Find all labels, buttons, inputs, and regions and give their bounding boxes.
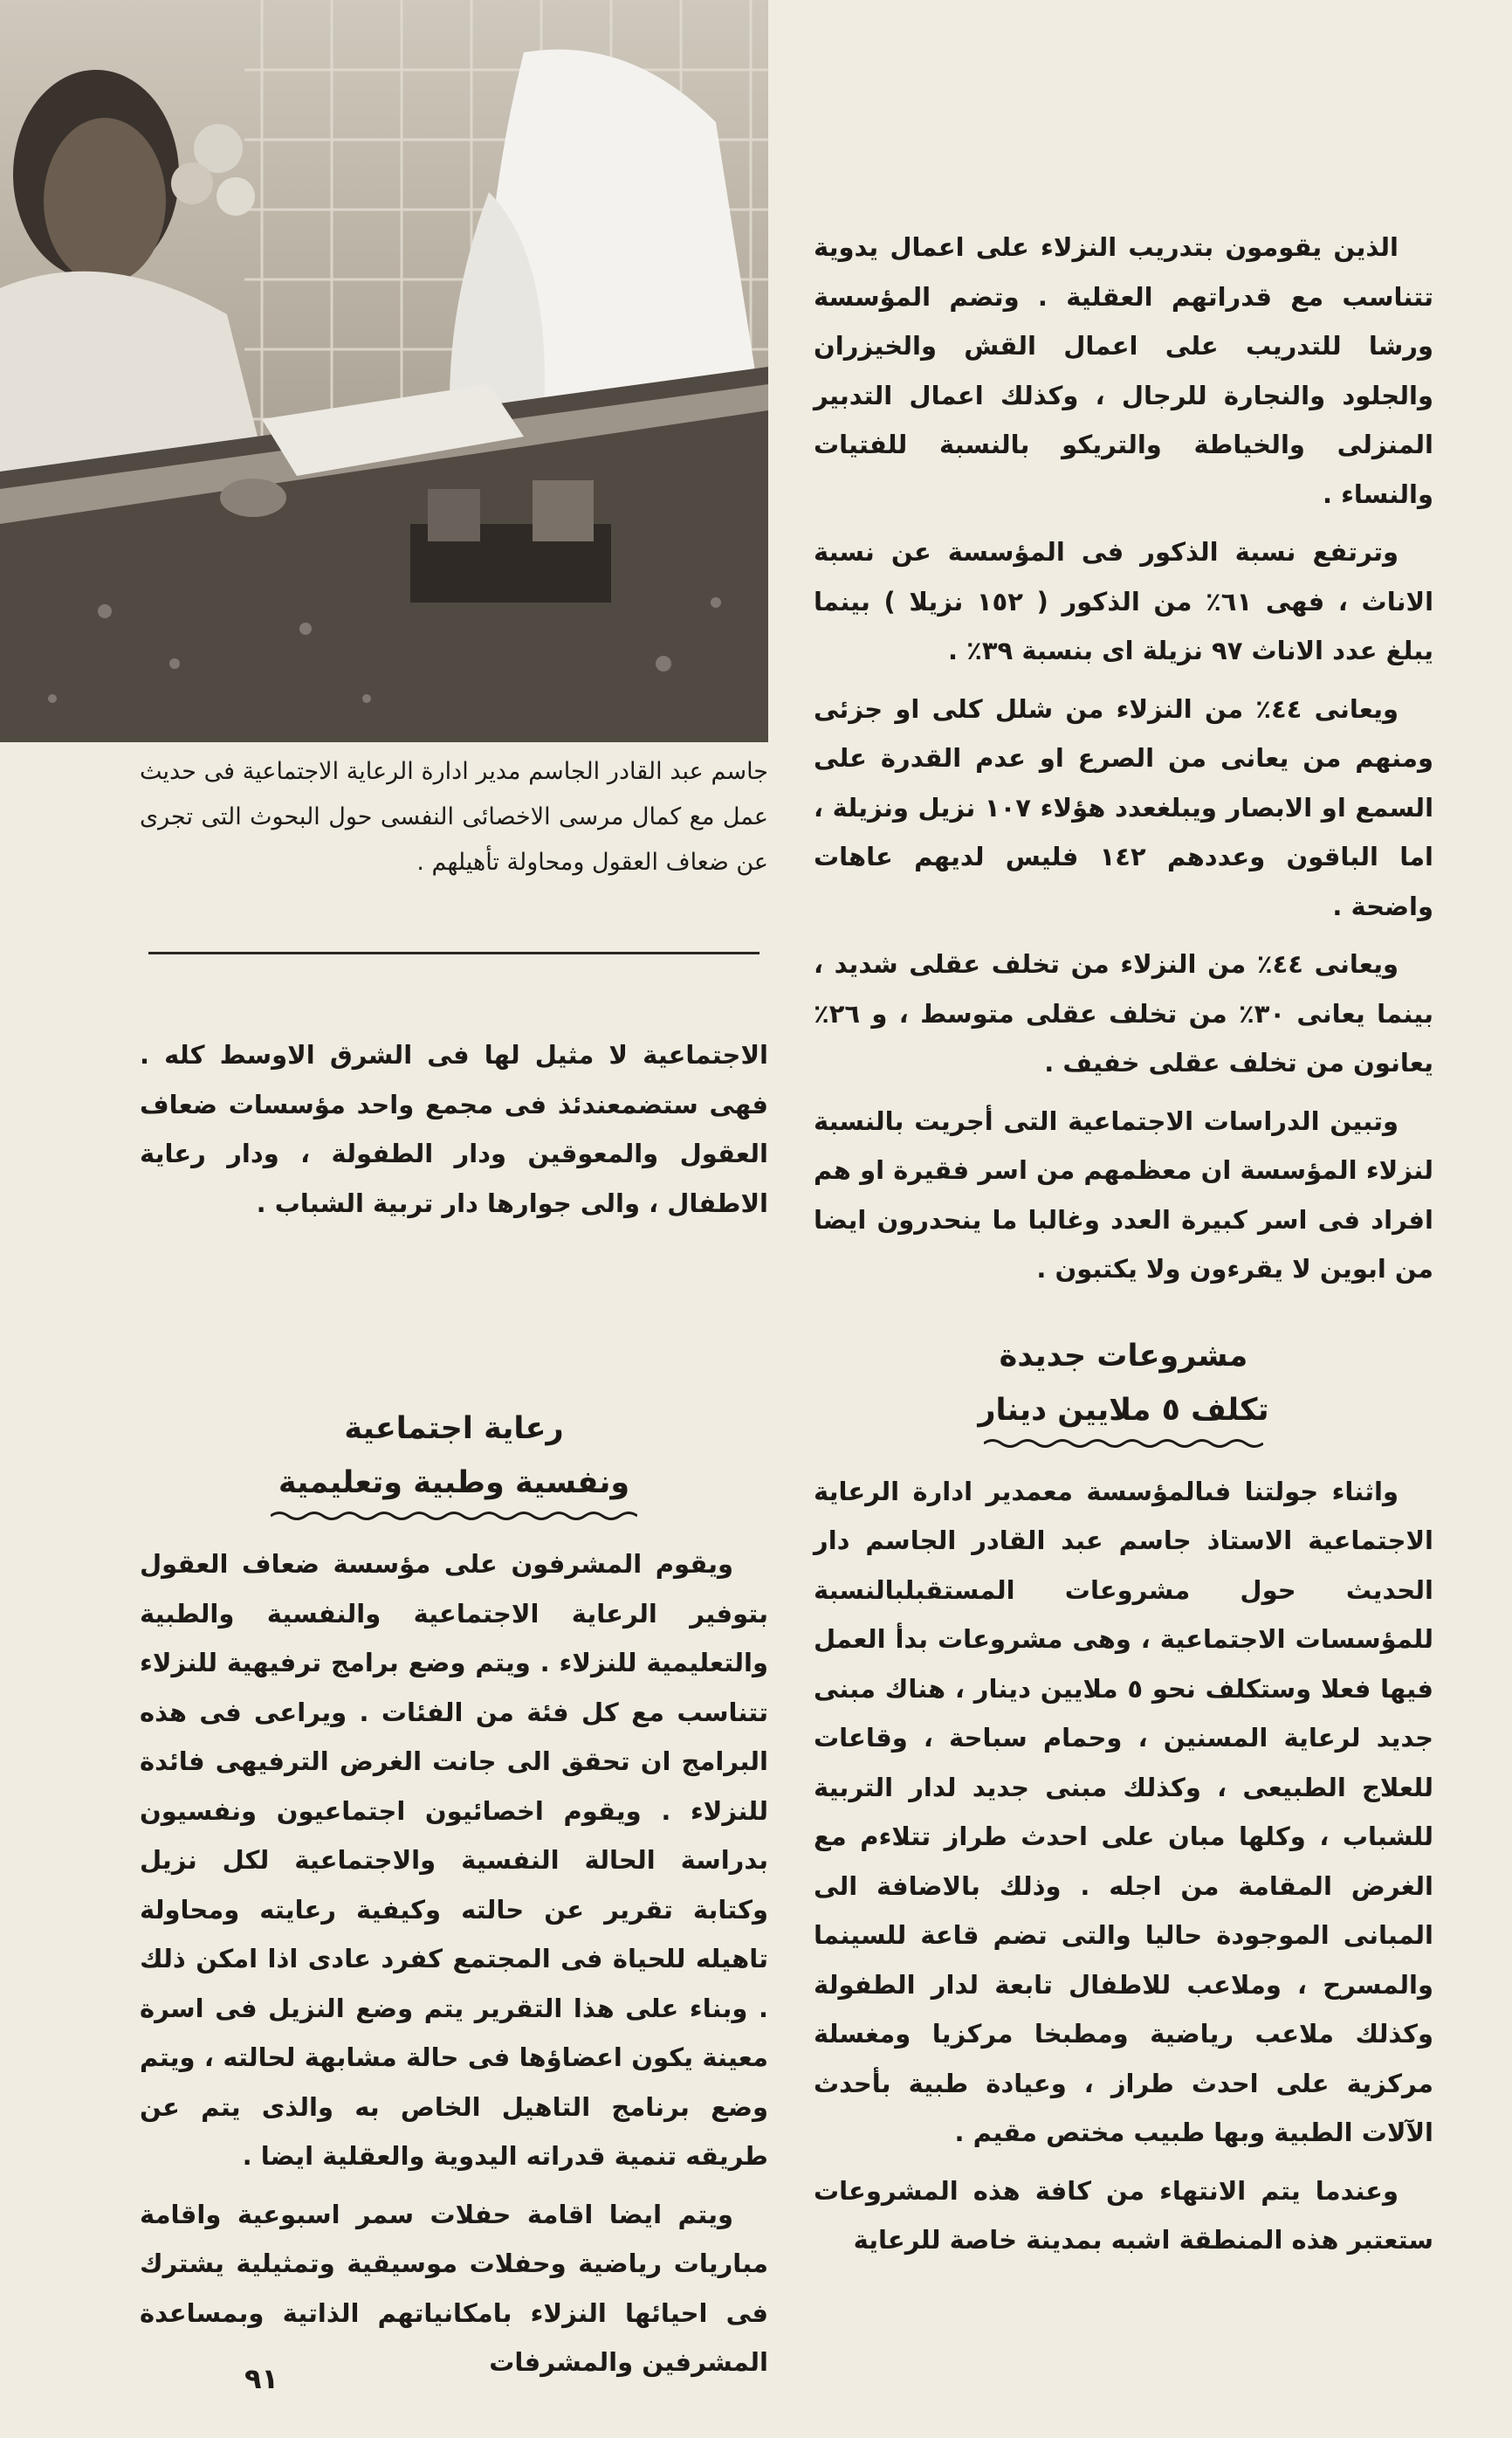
paragraph: ويقوم المشرفون على مؤسسة ضعاف العقول بتوفير الرعاية الاجتماعية والنفسية والطبية والتعليمية للنزلاء . ويتم وضع برامج ترفيهية للنزلاء تتناسب مع كل فئة من الفئات . ويراعى فى هذه البرامج ان تحقق الى جانت الغرض الترفيهى فائدة للنزلاء . ويقوم اخصائيون اجتماعيون ونفسيون بدراسة الحالة النفسية والاجتماعية لكل نزيل وكتابة تقرير عن حالته وكيفية رعايته ومحاولة تاهيله للحياة فى المجتمع كفرد عادى اذا امكن ذلك . وبناء على هذا التقرير يتم وضع النزيل فى اسرة معينة يكون اعضاؤها فى حالة مشابهة لحالته ، ويتم وضع برنامج التاهيل الخاص به والذى يتم عن طريقه تنمية قدراته اليدوية والعقلية ايضا .: [140, 1549, 768, 2171]
heading-underline: [984, 1437, 1263, 1450]
paragraph: الذين يقومون بتدريب النزلاء على اعمال يدوية تتناسب مع قدراتهم العقلية . وتضم المؤسسة ورشا للتدريب على اعمال القش والخيزران والجلود والنجارة للرجال ، وكذلك اعمال التدبير المنزلى والخياطة والتريكو بالنسبة للفتيات والنساء .: [814, 232, 1433, 509]
paragraph: ويعانى ٤٤٪ من النزلاء من تخلف عقلى شديد ، بينما يعانى ٣٠٪ من تخلف عقلى متوسط ، و ٢٦٪ يعانون من تخلف عقلى خفيف .: [814, 949, 1433, 1078]
right-column: [814, 223, 1433, 2274]
caption-divider: [148, 952, 759, 954]
section-heading-social-care: [140, 1402, 768, 1522]
page-number: ٩١: [244, 2362, 279, 2395]
photo-office-meeting: [0, 0, 768, 742]
heading-line: تكلف ٥ ملايين دينار: [978, 1392, 1269, 1428]
photo-illustration: [0, 0, 768, 742]
paragraph: الاجتماعية لا مثيل لها فى الشرق الاوسط كله . فهى ستضمعندئذ فى مجمع واحد مؤسسات ضعاف العقول والمعوقين ودار الطفولة ، ودار رعاية الاطفال ، والى جوارها دار تربية الشباب .: [140, 1040, 768, 1218]
paragraph: وتبين الدراسات الاجتماعية التى أجريت بالنسبة لنزلاء المؤسسة ان معظمهم من اسر فقيرة او هم افراد فى اسر كبيرة العدد وغالبا ما ينحدرون ايضا من ابوين لا يقرءون ولا يكتبون .: [814, 1105, 1433, 1284]
paragraph: ويعانى ٤٤٪ من النزلاء من شلل كلى او جزئى ومنهم من يعانى من الصرع او عدم القدرة على السمع او الابصار ويبلغعدد هؤلاء ١٠٧ نزيل ونزيلة ، اما الباقون وعددهم ١٤٢ فليس لديهم عاهات واضحة .: [814, 693, 1434, 921]
heading-line: مشروعات جديدة: [999, 1338, 1248, 1374]
left-column: [140, 1402, 768, 2396]
paragraph: وترتفع نسبة الذكور فى المؤسسة عن نسبة الاناث ، فهى ٦١٪ من الذكور ( ١٥٢ نزيلا ) بينما يبلغ عدد الاناث ٩٧ نزيلة اى بنسبة ٣٩٪ .: [814, 537, 1434, 665]
paragraph: واثناء جولتنا فىالمؤسسة معمدير ادارة الرعاية الاجتماعية الاستاذ جاسم عبد القادر الجاسم دار الحديث حول مشروعات المستقبلبالنسبة للمؤسسات الاجتماعية ، وهى مشروعات بدأ العمل فيها فعلا وستكلف نحو ٥ ملايين دينار ، هناك مبنى جديد لرعاية المسنين ، وحمام سباحة ، وقاعات للعلاج الطبيعى ، وكذلك مبنى جديد لدار التربية للشباب ، وكلها مبان على احدث طراز تتلاءم مع الغرض المقامة من اجله . وذلك بالاضافة الى المبانى الموجودة حاليا والتى تضم قاعة للسينما والمسرح ، وملاعب للاطفال تابعة لدار الطفولة وكذلك ملاعب رياضية ومطبخا مركزيا ومغسلة مركزية على احدث طراز ، وعيادة طبية بأحدث الآلات الطبية وبها طبيب مختص مقيم .: [814, 1476, 1434, 2147]
paragraph: ويتم ايضا اقامة حفلات سمر اسبوعية واقامة مباريات رياضية وحفلات موسيقية وتمثيلية يشترك فى احيائها النزلاء بامكانياتهم الذاتية وبمساعدة المشرفين والمشرفات: [140, 2199, 768, 2377]
paragraph: وعندما يتم الانتهاء من كافة هذه المشروعات ستعتبر هذه المنطقة اشبه بمدينة خاصة للرعاية: [814, 2175, 1433, 2255]
left-column-intro: [140, 1030, 768, 1236]
heading-underline: [271, 1510, 637, 1522]
heading-line: ونفسية وطبية وتعليمية: [278, 1465, 630, 1500]
section-heading-new-projects: [814, 1329, 1433, 1450]
heading-line: رعاية اجتماعية: [344, 1411, 564, 1446]
photo-caption: جاسم عبد القادر الجاسم مدير ادارة الرعاية الاجتماعية فى حديث عمل مع كمال مرسى الاخصائى النفسى حول البحوث التى تجرى عن ضعاف العقول ومحاولة تأهيلهم .: [140, 758, 768, 876]
